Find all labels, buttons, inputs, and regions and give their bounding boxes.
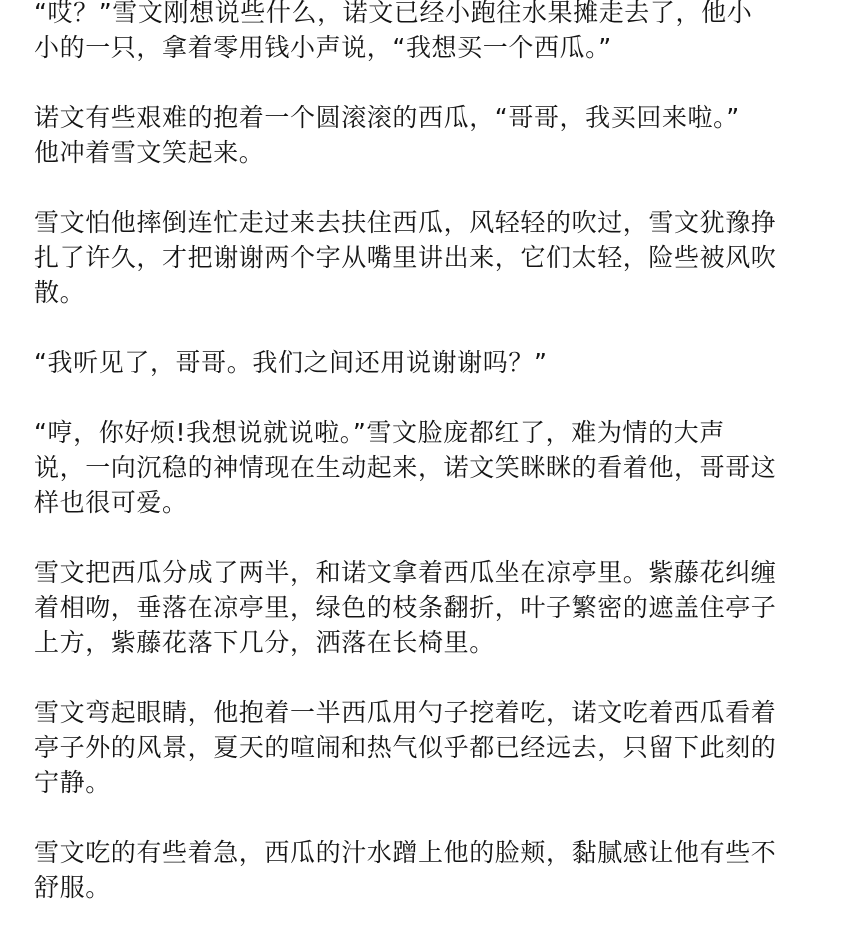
text-line: 样也很可爱。 (34, 488, 188, 517)
text-line: 雪文吃的有些着急，西瓜的汁水蹭上他的脸颊，黏腻感让他有些不 (34, 838, 777, 867)
text-line: 亭子外的风景，夏天的喧闹和热气似乎都已经远去，只留下此刻的 (34, 733, 777, 762)
paragraph-8 (34, 835, 834, 905)
story-text (34, 0, 834, 940)
text-line: 雪文怕他摔倒连忙走过来去扶住西瓜，风轻轻的吹过，雪文犹豫挣 (34, 208, 777, 237)
text-line: 舒服。 (34, 873, 111, 902)
text-line: 上方，紫藤花落下几分，洒落在长椅里。 (34, 628, 495, 657)
paragraph-3 (34, 205, 834, 310)
text-line: “我听见了，哥哥。我们之间还用说谢谢吗？” (34, 348, 548, 377)
paragraph-6 (34, 555, 834, 660)
text-line: 诺文有些艰难的抱着一个圆滚滚的西瓜，“哥哥，我买回来啦。” (34, 103, 740, 132)
text-line: 雪文把西瓜分成了两半，和诺文拿着西瓜坐在凉亭里。紫藤花纠缠 (34, 558, 777, 587)
text-line: 扎了许久，才把谢谢两个字从嘴里讲出来，它们太轻，险些被风吹 (34, 243, 777, 272)
paragraph-5 (34, 415, 834, 520)
text-line: 宁静。 (34, 768, 111, 797)
paragraph-1 (34, 0, 834, 65)
text-line: 小的一只，拿着零用钱小声说，“我想买一个西瓜。” (34, 33, 612, 62)
text-line: “哎？”雪文刚想说些什么，诺文已经小跑往水果摊走去了，他小 (34, 0, 753, 27)
text-line: 说，一向沉稳的神情现在生动起来，诺文笑眯眯的看着他，哥哥这 (34, 453, 777, 482)
text-line: 散。 (34, 278, 86, 307)
paragraph-4 (34, 345, 834, 380)
text-line: 雪文弯起眼睛，他抱着一半西瓜用勺子挖着吃，诺文吃着西瓜看着 (34, 698, 777, 727)
text-line: “哼，你好烦!我想说就说啦。”雪文脸庞都红了，难为情的大声 (34, 418, 725, 447)
paragraph-2 (34, 100, 834, 170)
text-line: 着相吻，垂落在凉亭里，绿色的枝条翻折，叶子繁密的遮盖住亭子 (34, 593, 777, 622)
paragraph-7 (34, 695, 834, 800)
text-line: 他冲着雪文笑起来。 (34, 138, 265, 167)
